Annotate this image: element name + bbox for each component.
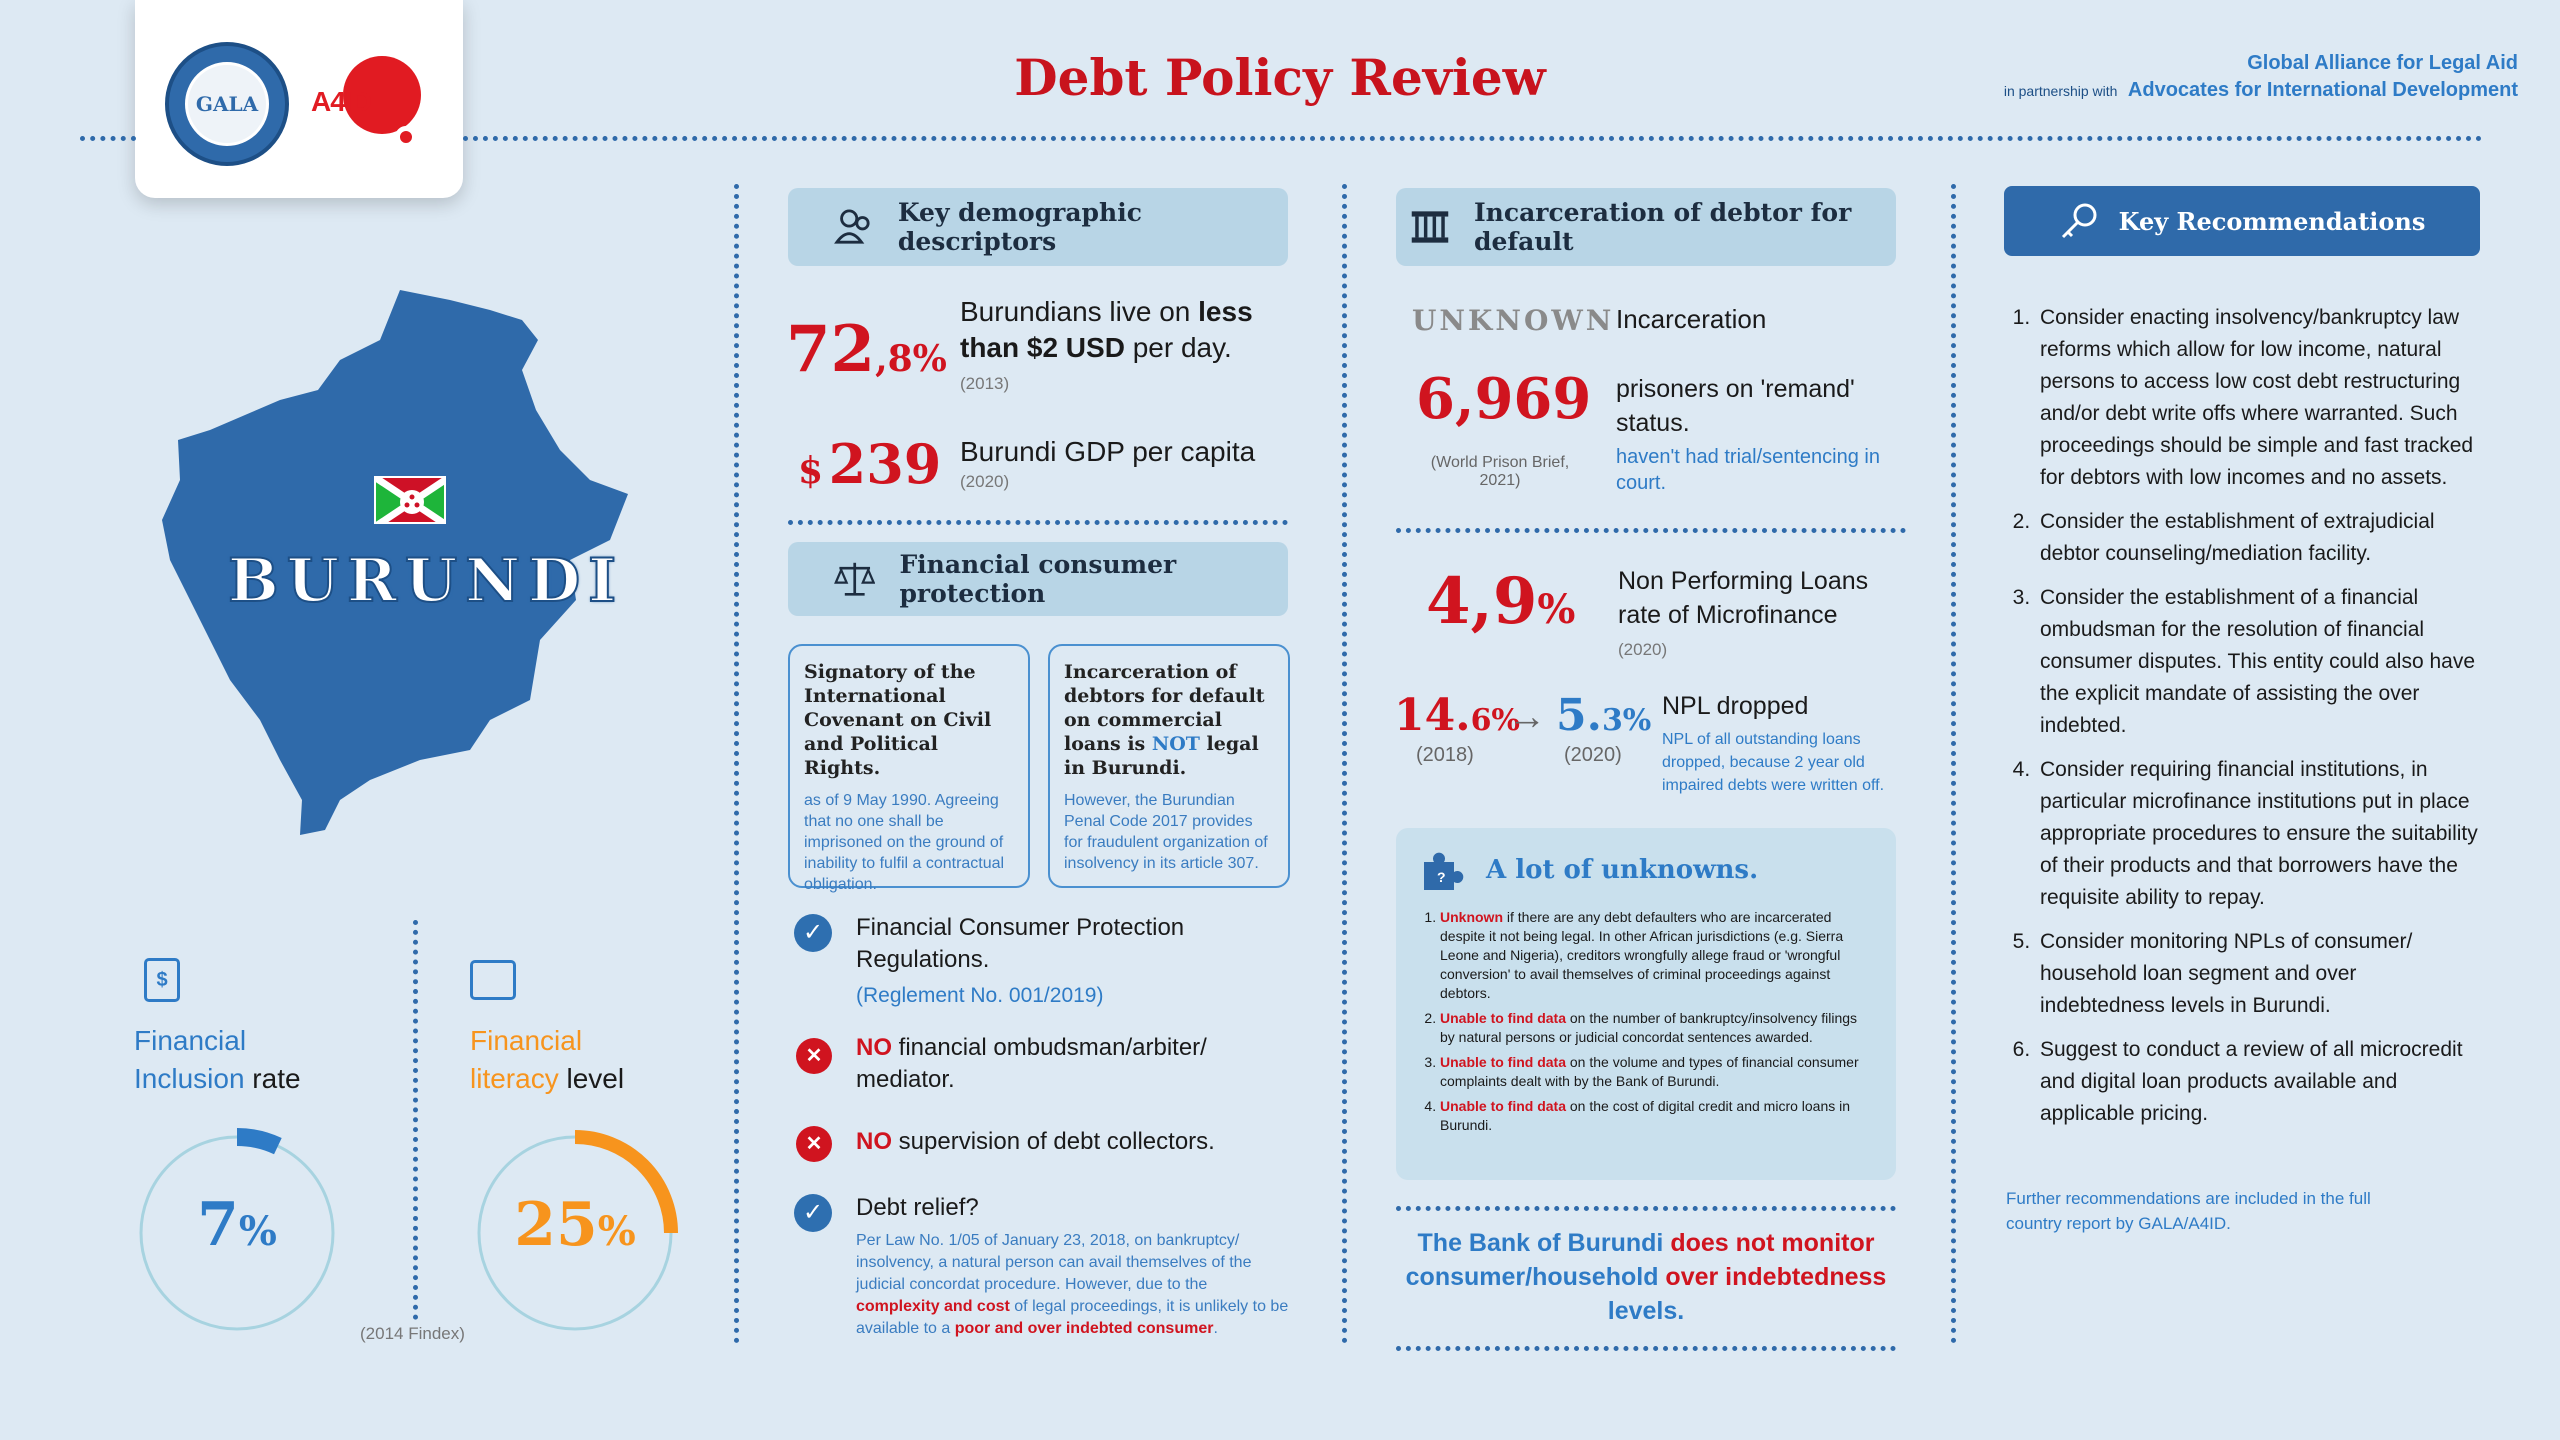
npl-from-number: 14. [1394,690,1471,741]
check-icon-1: ✓ [794,914,832,952]
npl-to-year: (2020) [1564,744,1622,766]
unknown-item [1440,1097,1872,1135]
recommendations-title: Key Recommendations [2118,206,2426,236]
unknown-item-red: Unable to find data [1440,1010,1566,1026]
collectors-no: NO [856,1128,892,1155]
poverty-text-3: per day. [1124,332,1232,363]
iccpr-box [788,644,1030,893]
npl-pct: % [1537,586,1576,633]
findex-source: (2014 Findex) [360,1324,465,1343]
debt-relief-text-2: of legal proceedings, it is unlikely to be available to a [856,1298,1289,1337]
protection-header [788,542,1288,616]
recommendation-item: 2. Consider the establishment of extrajudicial debtor counseling/mediation facility. [2036,506,2482,570]
poverty-number: 72 [786,312,876,387]
recommendations-footer: Further recommendations are included in the full country report by GALA/A4ID. [2006,1189,2371,1233]
remand-source: (World Prison Brief, 2021) [1430,454,1570,489]
unknown-label: UNKNOWN [1412,304,1615,337]
x-icon-2: ✕ [796,1126,832,1162]
inclusion-percent: % [238,1208,277,1255]
debt-relief-item [856,1192,1290,1340]
column-divider-1 [734,184,739,1344]
debt-relief-text-1: Per Law No. 1/05 of January 23, 2018, on bankruptcy/ insolvency, a natural person can avail themselves of the judicial concordat procedure. However, due to the [856,1232,1252,1293]
unknown-text: Incarceration [1616,304,1767,334]
unknown-item-red: Unknown [1440,909,1503,925]
recommendation-item: 5. Consider monitoring NPLs of consumer/ household loan segment and over indebtedness levels in Burundi. [2036,926,2482,1022]
puzzle-icon [1420,848,1464,892]
bank-statement-3: levels. [1607,1297,1685,1325]
remand-number: 6,969 [1416,366,1592,432]
footer-divider-top [1396,1206,1896,1211]
unknown-item [1440,1053,1872,1091]
poverty-text-1: Burundians live on [960,296,1199,327]
footer-divider-bottom [1396,1346,1896,1351]
bank-statement-red-2: over indebtedness [1665,1263,1887,1291]
npl-drop-title: NPL dropped [1662,692,1809,720]
ombudsman-item [856,1032,1276,1096]
demographics-title: Key demographic descriptors [897,198,1142,256]
inclusion-label-1: Financial [134,1025,247,1056]
incarceration-legal-title [1064,660,1274,780]
scales-icon [834,559,875,599]
remand-sub: haven't had trial/sentencing in court. [1616,446,1880,494]
incarceration-title: Incarceration of debtor for default [1473,198,1852,256]
unknown-item-text: if there are any debt defaulters who are incarcerated despite it not being legal. In other African jurisdictions (e.g. Sierra Leone and Nigeria), creditors wrongfully allege fraud or 'wrongful conversion' to avail themselves of criminal proceedings against debtors. [1440,909,1844,1001]
recommendations-list [2006,302,2482,1142]
incarceration-header [1396,188,1896,266]
unknowns-title: A lot of unknowns. [1486,855,1759,885]
inclusion-label [134,1022,301,1098]
npl-year: (2020) [1618,640,1668,659]
iccpr-title: Signatory of the International Covenant on Civil and Political Rights. [804,661,992,779]
regulations-title: Financial Consumer Protection Regulations. [856,914,1185,973]
poverty-text [960,294,1290,366]
unknown-item [1440,1009,1872,1047]
org-block [2004,52,2518,102]
prison-icon [1410,207,1450,247]
key-icon [2059,201,2099,241]
unknown-item-text: on the number of bankruptcy/insolvency filings by natural persons or judicial concordat sentences awarded. [1440,1010,1858,1045]
collectors-item [856,1126,1276,1158]
debt-relief-title: Debt relief? [856,1194,979,1221]
poverty-stat [786,312,947,387]
unknown-item [1440,908,1872,1003]
collectors-text: supervision of debt collectors. [892,1128,1215,1155]
unknown-item-text: on the volume and types of financial consumer complaints dealt with by the Bank of Burundi. [1440,1054,1859,1089]
bank-statement-1: The Bank of Burundi [1417,1229,1671,1257]
box2-title-not: NOT [1151,733,1200,755]
poverty-year: (2013) [960,374,1010,393]
inclusion-value [132,1190,342,1260]
literacy-label-2: literacy [470,1063,559,1094]
npl-to-dec: 3% [1601,703,1652,738]
npl-to [1556,690,1651,741]
poverty-decimal: ,8% [875,338,947,380]
recommendations-header [2004,186,2480,256]
ombudsman-no: NO [856,1034,892,1061]
ombudsman-text: financial ombudsman/arbiter/ mediator. [856,1034,1207,1093]
column-divider-3 [1951,184,1956,1344]
section-divider-2 [788,520,1288,525]
box2-title-2: legal in Burundi. [1064,733,1259,779]
protection-title: Financial consumer protection [899,550,1177,608]
npl-from-year: (2018) [1416,744,1474,766]
debt-relief-text-3: . [1213,1320,1218,1337]
header-divider [463,136,2483,141]
poverty-text-bold: less than $2 USD [960,296,1253,363]
npl-drop-text: NPL of all outstanding loans dropped, because 2 year old impaired debts were written off. [1662,731,1885,794]
inclusion-label-3: rate [252,1063,301,1094]
literacy-icon [470,960,516,1000]
burundi-flag [374,476,446,524]
recommendation-item: 1. Consider enacting insolvency/bankruptcy law reforms which allow for low income, natural persons to access low cost debt restructuring and/or debt write offs where warranted. Such proceedings should be simple and fast tracked for debtors with low incomes and no assets. [2036,302,2482,494]
gdp-year: (2020) [960,472,1010,491]
gdp-number: 239 [828,432,942,496]
npl-text: Non Performing Loans rate of Microfinance [1618,567,1869,629]
incarceration-legal-text: However, the Burundian Penal Code 2017 provides for fraudulent organization of insolvency in its article 307. [1064,792,1268,872]
recommendation-item: 3. Consider the establishment of a financial ombudsman for the resolution of financial consumer disputes. This entity could also have the explicit mandate of assisting the over indebted. [2036,582,2482,742]
column-divider-2 [1342,184,1347,1344]
unknown-item-red: Unable to find data [1440,1054,1566,1070]
org-name-gala: Global Alliance for Legal Aid [2247,52,2518,74]
debt-relief-red-1: complexity and cost [856,1298,1010,1315]
npl-from [1394,690,1520,741]
recommendation-item: 6. Suggest to conduct a review of all microcredit and digital loan products available and applicable pricing. [2036,1034,2482,1130]
iccpr-text: as of 9 May 1990. Agreeing that no one shall be imprisoned on the ground of inability to fulfil a contractual obligation. [804,792,1005,893]
stats-divider [413,920,418,1320]
debt-relief-red-2: poor and over indebted consumer [954,1320,1214,1337]
x-icon-1: ✕ [796,1038,832,1074]
literacy-label [470,1022,624,1098]
org-name-a4id: Advocates for International Development [2127,79,2518,101]
literacy-label-1: Financial [470,1025,583,1056]
inclusion-number: 7 [197,1190,239,1260]
remand-text: prisoners on 'remand' status. [1616,375,1855,437]
header-divider-left [80,136,136,141]
debt-relief-text [856,1230,1290,1340]
npl-stat [1426,564,1575,639]
incarceration-legal-box [1048,644,1290,888]
inclusion-icon: $ [144,958,180,1002]
a4id-logo-text: A4ID [311,86,371,117]
unknown-item-text: on the cost of digital credit and micro loans in Burundi. [1440,1098,1851,1133]
page-title: Debt Policy Review [1014,48,1546,107]
npl-to-number: 5. [1556,690,1602,741]
literacy-label-3: level [566,1063,625,1094]
bank-statement-2: consumer/household [1405,1263,1666,1291]
country-name: BURUNDI [228,546,625,616]
svg-text:?: ? [1437,869,1446,885]
box2-title-1: Incarceration of debtors for default on commercial loans is [1064,661,1265,755]
gdp-stat [798,432,941,496]
check-icon-2: ✓ [794,1194,832,1232]
demographics-header [788,188,1288,266]
recommendation-item: 4. Consider requiring financial institutions, in particular microfinance institutions put in place appropriate procedures to ensure the suitability of their products and that borrowers have the requisite ability to repay. [2036,754,2482,914]
literacy-number: 25 [514,1190,598,1260]
unknowns-panel [1396,828,1896,1180]
gdp-currency: $ [798,450,824,492]
unknown-item-red: Unable to find data [1440,1098,1566,1114]
arrow-icon: → [1508,696,1546,738]
literacy-percent: % [597,1208,636,1255]
inclusion-label-2: Inclusion [134,1063,245,1094]
npl-from-dec: 6% [1470,703,1520,738]
regulations-item [856,912,1276,1012]
bank-statement [1396,1226,1896,1328]
gala-logo-text: GALA [195,92,259,116]
unknowns-list [1420,908,1872,1135]
people-icon [834,207,874,247]
bank-statement-red-1: does not monitor [1670,1229,1875,1257]
regulations-sub: (Reglement No. 001/2019) [856,984,1104,1007]
section-divider-3 [1396,528,1906,533]
partnership-text: in partnership with [2003,83,2118,99]
gdp-text: Burundi GDP per capita [960,436,1256,467]
literacy-value [470,1190,680,1260]
npl-number: 4,9 [1426,564,1538,639]
